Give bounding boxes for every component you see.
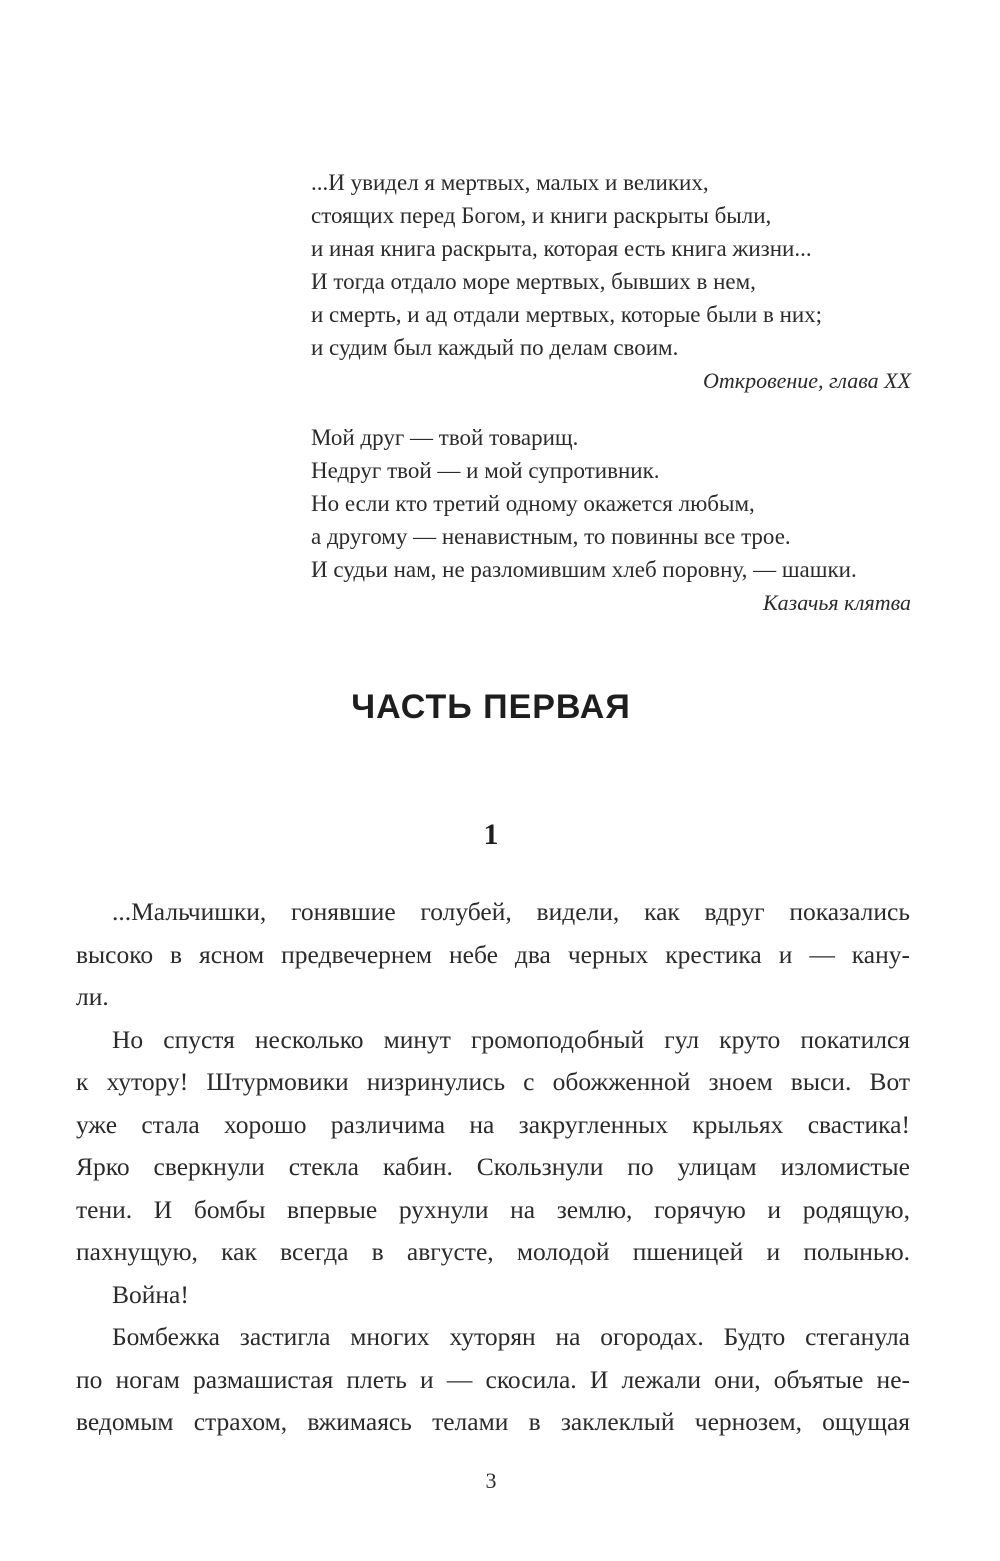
text-line: высоко в ясном предвечернем небе два черных крестика и — кану- <box>76 939 910 969</box>
epigraph-line: и иная книга раскрыта, которая есть книга жизни... <box>311 236 812 261</box>
epigraph-source: Казачья клятва <box>763 590 911 615</box>
text-line: тени. И бомбы впервые рухнули на землю, горячую и родящую, <box>76 1194 910 1224</box>
epigraph-revelation <box>311 166 911 398</box>
text-line: уже стала хорошо различима на закругленных крыльях свастика! <box>76 1109 910 1139</box>
text-line: Война! <box>112 1279 189 1309</box>
epigraph-cossack-oath <box>311 421 911 620</box>
text-line: по ногам размашистая плеть и — скосила. И лежали они, объятые не- <box>76 1364 910 1394</box>
text-line: ...Мальчишки, гонявшие голубей, видели, как вдруг показались <box>112 897 910 926</box>
epigraph-line: а другому — ненавистным, то повинны все трое. <box>311 524 791 549</box>
epigraph-line: Мой друг — твой товарищ. <box>311 425 579 450</box>
epigraph-line: И тогда отдало море мертвых, бывших в нем, <box>311 269 756 294</box>
epigraph-line: стоящих перед Богом, и книги раскрыты были, <box>311 203 772 228</box>
epigraph-line: Недруг твой — и мой супротивник. <box>311 458 660 483</box>
text-line: Но спустя несколько минут громоподобный гул круто покатился <box>112 1024 910 1054</box>
epigraph-line: Но если кто третий одному окажется любым, <box>311 491 755 516</box>
text-line: Бомбежка застигла многих хуторян на огородах. Будто стеганула <box>112 1322 910 1351</box>
epigraph-line: ...И увидел я мертвых, малых и великих, <box>311 170 709 195</box>
text-line: ли. <box>76 982 109 1011</box>
text-line: пахнущую, как всегда в августе, молодой пшеницей и полынью. <box>76 1237 910 1266</box>
text-line: к хутору! Штурмовики низринулись с обожженной зноем выси. Вот <box>76 1067 910 1096</box>
epigraph-line: и судим был каждый по делам своим. <box>311 335 679 360</box>
epigraph-source: Откровение, глава XX <box>703 368 911 393</box>
text-line: Ярко сверкнули стекла кабин. Скользнули по улицам изломистые <box>76 1152 910 1181</box>
part-title: ЧАСТЬ ПЕРВАЯ <box>351 688 631 726</box>
text-line: ведомым страхом, вжимаясь телами в заклеклый чернозем, ощущая <box>76 1407 910 1436</box>
epigraph-line: И судьи нам, не разломившим хлеб поровну, — шашки. <box>311 557 857 582</box>
page-number: 3 <box>485 1468 497 1493</box>
body-text <box>76 891 910 1444</box>
chapter-number: 1 <box>483 818 499 851</box>
epigraph-line: и смерть, и ад отдали мертвых, которые были в них; <box>311 302 823 327</box>
